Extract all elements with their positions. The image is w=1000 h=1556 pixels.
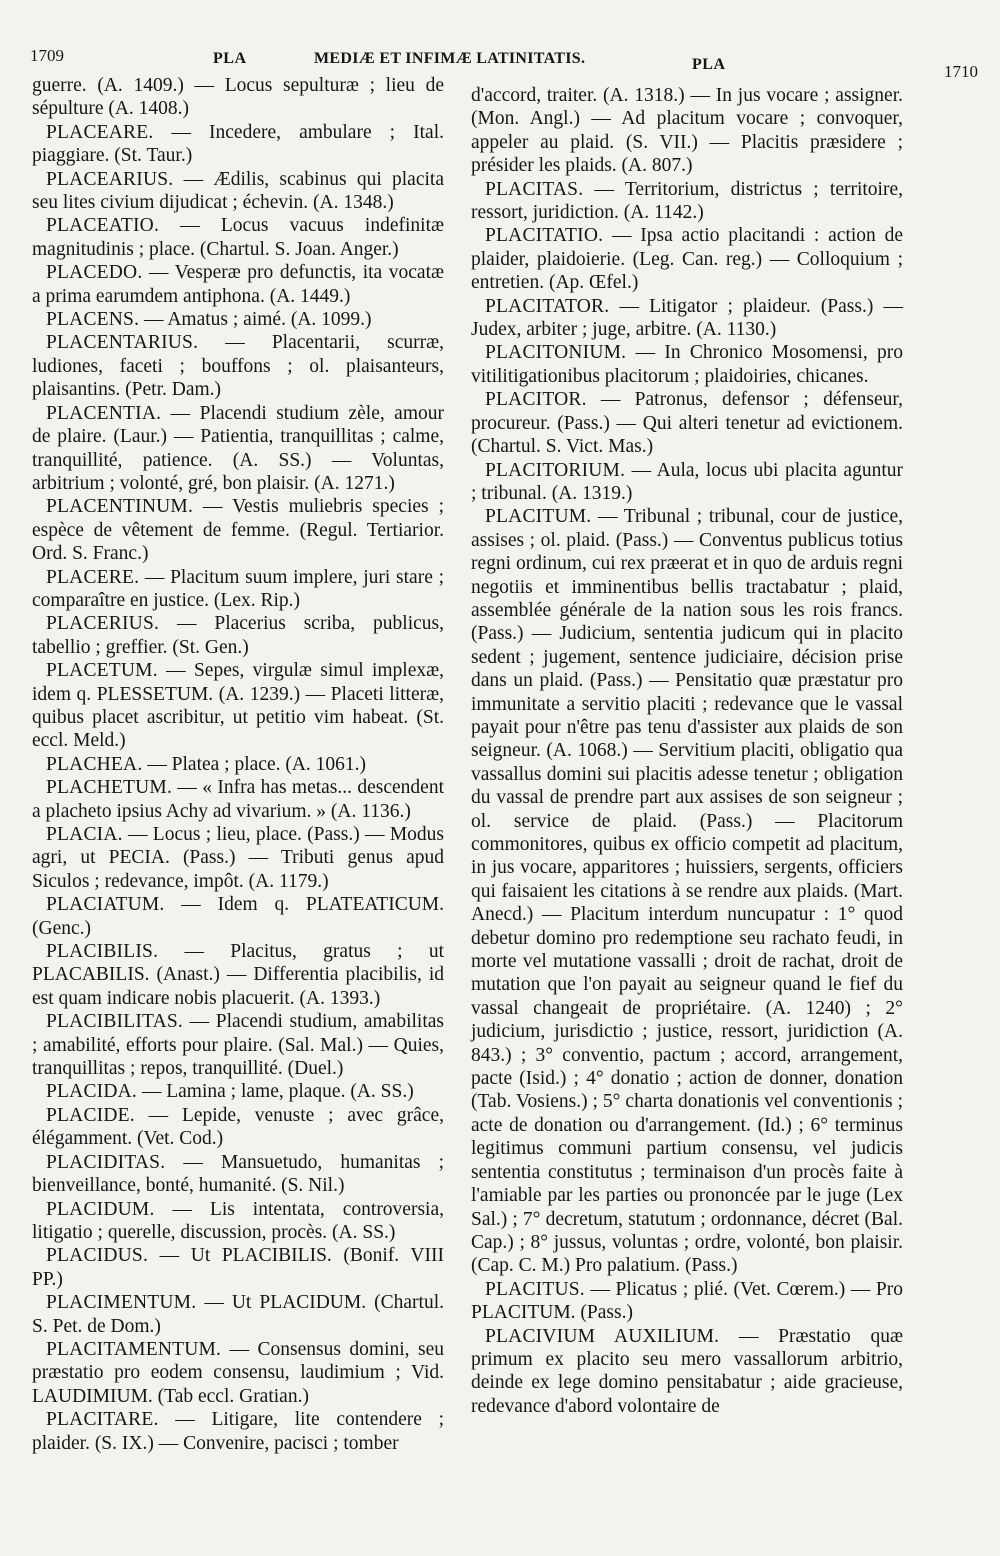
dictionary-entry bbox=[471, 224, 903, 294]
entry-definition: — Placendi studium, amabilitas ; amabilité, efforts pour plaire. (Sal. Mal.) — Quies, tranquillitas ; repos, tranquillité. (Duel.) bbox=[32, 1011, 444, 1080]
entry-definition: — Aula, locus ubi placita aguntur ; tribunal. (A. 1319.) bbox=[471, 459, 903, 504]
entry-definition: guerre. (A. 1409.) — Locus sepulturæ ; lieu de sépulture (A. 1408.) bbox=[32, 75, 444, 120]
entry-definition: — Ut PLACIDUM. (Chartul. S. Pet. de Dom.) bbox=[32, 1292, 444, 1337]
dictionary-entry bbox=[471, 178, 903, 225]
entry-definition: — Vesperæ pro defunctis, ita vocatæ a prima earumdem antiphona. (A. 1449.) bbox=[32, 262, 444, 307]
entry-definition: — Plicatus ; plié. (Vet. Cœrem.) — Pro PLACITUM. (Pass.) bbox=[471, 1278, 903, 1324]
entry-headword: PLACEDO. bbox=[46, 262, 143, 284]
dictionary-entry bbox=[32, 1291, 444, 1338]
entry-headword: PLACIDA. bbox=[46, 1081, 137, 1103]
dictionary-entry bbox=[32, 1338, 444, 1408]
entry-definition: — Incedere, ambulare ; Ital. piaggiare. (St. Taur.) bbox=[32, 121, 444, 167]
dictionary-entry bbox=[32, 402, 444, 496]
entry-definition: — Placerius scriba, publicus, tabellio ; greffier. (St. Gen.) bbox=[32, 613, 444, 658]
dictionary-entry bbox=[32, 1080, 444, 1103]
dictionary-entry bbox=[32, 893, 444, 940]
entry-definition: — Mansuetudo, humanitas ; bienveillance, bonté, humanité. (S. Nil.) bbox=[32, 1151, 444, 1197]
running-head-right: PLA bbox=[692, 56, 726, 73]
entry-headword: PLACIDITAS. bbox=[46, 1151, 166, 1173]
dictionary-entry bbox=[32, 1010, 444, 1080]
entry-headword: PLACITOR. bbox=[485, 389, 587, 411]
page-header bbox=[30, 40, 978, 81]
entry-headword: PLACHETUM. bbox=[46, 777, 173, 799]
entry-definition: — Lis intentata, controversia, litigatio ; querelle, discussion, procès. (A. SS.) bbox=[32, 1198, 444, 1243]
running-head-title: MEDIÆ ET INFIMÆ LATINITATIS. bbox=[314, 50, 586, 67]
dictionary-entry bbox=[471, 459, 903, 506]
entry-definition: — Ut PLACIBILIS. (Bonif. VIII PP.) bbox=[32, 1245, 444, 1290]
entry-headword: PLACENTINUM. bbox=[46, 496, 194, 518]
entry-definition: — Lepide, venuste ; avec grâce, élégamment. (Vet. Cod.) bbox=[32, 1104, 444, 1150]
dictionary-entry bbox=[32, 1408, 444, 1455]
dictionary-entry bbox=[32, 308, 444, 331]
entry-definition: — Locus ; lieu, place. (Pass.) — Modus agri, ut PECIA. (Pass.) — Tributi genus apud Siculos ; redevance, impôt. (A. 1179.) bbox=[32, 824, 444, 892]
dictionary-entry bbox=[32, 659, 444, 753]
running-head-left: PLA bbox=[213, 50, 247, 67]
dictionary-entry bbox=[32, 214, 444, 261]
dictionary-entry bbox=[32, 331, 444, 401]
entry-definition: — Litigator ; plaideur. (Pass.) — Judex, arbiter ; juge, arbitre. (A. 1130.) bbox=[471, 295, 903, 341]
entry-headword: PLACEARE. bbox=[46, 121, 154, 143]
entry-headword: PLACITATIO. bbox=[485, 225, 604, 247]
entry-definition: — Lamina ; lame, plaque. (A. SS.) bbox=[136, 1081, 414, 1103]
dictionary-entry bbox=[32, 1244, 444, 1291]
entry-headword: PLACEATIO. bbox=[46, 215, 160, 237]
entry-headword: PLACIDUS. bbox=[46, 1245, 149, 1267]
dictionary-entry bbox=[32, 121, 444, 168]
entry-headword: PLACITAMENTUM. bbox=[46, 1338, 222, 1360]
dictionary-entry bbox=[32, 776, 444, 823]
dictionary-entry bbox=[32, 753, 444, 776]
entry-headword: PLACITAS. bbox=[485, 178, 584, 200]
dictionary-entry bbox=[32, 1198, 444, 1245]
entry-headword: PLACIATUM. bbox=[46, 894, 165, 916]
entry-headword: PLACIDE. bbox=[46, 1104, 135, 1126]
dictionary-entry bbox=[32, 940, 444, 1010]
entry-headword: PLACENS. bbox=[46, 309, 140, 331]
entry-headword: PLACITUS. bbox=[485, 1278, 585, 1300]
entry-headword: PLACETUM. bbox=[46, 660, 158, 682]
dictionary-entry bbox=[32, 1104, 444, 1151]
entry-definition: — Ædilis, scabinus qui placita seu lites civium dijudicat ; échevin. (A. 1348.) bbox=[32, 168, 444, 214]
dictionary-entry bbox=[32, 74, 444, 121]
entry-definition: — Amatus ; aimé. (A. 1099.) bbox=[139, 309, 372, 331]
entry-definition: — Idem q. PLATEATICUM. (Genc.) bbox=[32, 894, 444, 939]
entry-definition: — Placentarii, scurræ, ludiones, faceti ; bouffons ; ol. plaisanteurs, plaisantins. (Petr. Dam.) bbox=[32, 332, 444, 401]
dictionary-entry bbox=[32, 566, 444, 613]
entry-headword: PLACIVIUM AUXILIUM. bbox=[485, 1325, 720, 1347]
entry-definition: — Placitum suum implere, juri stare ; comparaître en justice. (Lex. Rip.) bbox=[32, 566, 444, 611]
entry-headword: PLACEARIUS. bbox=[46, 168, 174, 190]
left-column bbox=[32, 74, 444, 1455]
entry-definition: — Locus vacuus indefinitæ magnitudinis ; place. (Chartul. S. Joan. Anger.) bbox=[32, 215, 444, 260]
entry-definition: — Litigare, lite contendere ; plaider. (S. IX.) — Convenire, pacisci ; tomber bbox=[32, 1409, 444, 1454]
entry-definition: — Vestis muliebris species ; espèce de vêtement de femme. (Regul. Tertiarior. Ord. S. Franc.) bbox=[32, 496, 444, 565]
dictionary-entry bbox=[471, 1325, 903, 1419]
entry-headword: PLACERE. bbox=[46, 566, 140, 588]
entry-headword: PLACHEA. bbox=[46, 753, 143, 775]
entry-definition: — « Infra has metas... descendent a placheto ipsius Achy ad vivarium. » (A. 1136.) bbox=[32, 777, 444, 822]
page-number-right: 1710 bbox=[944, 62, 978, 81]
dictionary-entry bbox=[32, 1151, 444, 1198]
dictionary-entry bbox=[32, 168, 444, 215]
entry-headword: PLACITORIUM. bbox=[485, 459, 626, 481]
entry-headword: PLACIBILITAS. bbox=[46, 1011, 183, 1033]
dictionary-entry bbox=[32, 612, 444, 659]
dictionary-entry bbox=[471, 84, 903, 178]
entry-headword: PLACERIUS. bbox=[46, 613, 160, 635]
entry-definition: d'accord, traiter. (A. 1318.) — In jus vocare ; assigner. (Mon. Angl.) — Ad placitum vocare ; convoquer, appeler au plaid. (S. VII.) — Placitis præsidere ; présider les plaids. (A. 807.) bbox=[471, 85, 903, 177]
dictionary-entry bbox=[32, 495, 444, 565]
entry-definition: — In Chronico Mosomensi, pro vitilitigationibus placitorum ; plaidoiries, chicanes. bbox=[471, 342, 903, 387]
entry-definition: — Territorium, districtus ; territoire, ressort, juridiction. (A. 1142.) bbox=[471, 178, 903, 224]
entry-definition: — Platea ; place. (A. 1061.) bbox=[142, 753, 367, 775]
dictionary-entry bbox=[471, 505, 903, 1277]
dictionary-entry bbox=[471, 388, 903, 458]
entry-headword: PLACITUM. bbox=[485, 506, 592, 528]
dictionary-entry bbox=[32, 261, 444, 308]
dictionary-entry bbox=[32, 823, 444, 893]
dictionary-entry bbox=[471, 295, 903, 342]
entry-headword: PLACIDUM. bbox=[46, 1198, 155, 1220]
entry-headword: PLACITATOR. bbox=[485, 295, 610, 317]
entry-definition: — Patronus, defensor ; défenseur, procureur. (Pass.) — Qui alteri tenetur ad evictionem. (Chartul. S. Vict. Mas.) bbox=[471, 389, 903, 458]
entry-definition: — Sepes, virgulæ simul implexæ, idem q. PLESSETUM. (A. 1239.) — Placeti litteræ, quibus placet ascribitur, ut petitio vim habeat. (St. eccl. Meld.) bbox=[32, 660, 444, 752]
right-column bbox=[471, 84, 903, 1418]
entry-headword: PLACITONIUM. bbox=[485, 342, 627, 364]
entry-definition: — Præstatio quæ primum ex placito seu mero vassallorum arbitrio, deinde ex lege domino pensitabatur ; aide gracieuse, redevance d'abord volontaire de bbox=[471, 1325, 903, 1417]
entry-definition: — Ipsa actio placitandi : action de plaider, plaidoierie. (Leg. Can. reg.) — Colloquium ; entretien. (Ap. Œfel.) bbox=[471, 225, 903, 294]
entry-headword: PLACIA. bbox=[46, 824, 123, 845]
entry-headword: PLACIBILIS. bbox=[46, 941, 159, 963]
dictionary-entry bbox=[471, 341, 903, 388]
entry-headword: PLACIMENTUM. bbox=[46, 1292, 197, 1314]
entry-definition: — Placendi studium zèle, amour de plaire. (Laur.) — Patientia, tranquillitas ; calme, tranquillité, patience. (A. SS.) — Voluntas, arbitrium ; volonté, gré, bon plaisir. (A. 1271.) bbox=[32, 402, 444, 494]
entry-definition: — Consensus domini, seu præstatio pro eodem consensu, laudimium ; Vid. LAUDIMIUM. (Tab eccl. Gratian.) bbox=[32, 1338, 444, 1407]
entry-headword: PLACITARE. bbox=[46, 1409, 159, 1431]
entry-headword: PLACENTIA. bbox=[46, 402, 162, 424]
page-number-left: 1709 bbox=[30, 46, 64, 65]
dictionary-entry bbox=[471, 1278, 903, 1325]
entry-headword: PLACENTARIUS. bbox=[46, 332, 199, 354]
entry-definition: — Placitus, gratus ; ut PLACABILIS. (Anast.) — Differentia placibilis, id est quam indicare nobis placuerit. (A. 1393.) bbox=[32, 941, 444, 1009]
entry-definition: — Tribunal ; tribunal, cour de justice, assises ; ol. plaid. (Pass.) — Conventus publicus totius regni ordinum, cui rex præerat et in quo de arduis regni negotiis et imminentibus bellis tractabatur ; plaid, assemblée générale de la nation sous les rois francs. (Pass.) — Judicium, sententia judicum qui in placito sedent ; jugement, sentence judiciaire, décision prise dans un plaid. (Pass.) — Pensitatio quæ præstatur pro immunitate a servitio placiti ; redevance que le vassal payait pour n'être pas tenu d'assister aux plaids de son seigneur. (A. 1068.) — Servitium placiti, obligatio qua vassallus domini sui placitis adesse tenetur ; obligation du vassal de prendre part aux assises de son seigneur ; ol. service de plaid. (Pass.) — Placitorum commonitores, quibus ex officio competit ad placitum, in jus vocare, apparitores ; huissiers, sergents, officiers qui faisaient les citations à se rendre aux plaids. (Mart. Anecd.) — Placitum interdum nuncupatur : 1° quod debetur domino pro redemptione seu rachato feudi, in morte vel mutatione vassalli ; droit de rachat, droit de mutation que l'on payait au seigneur quand le fief du vassal changeait de propriétaire. (A. 1240) ; 2° judicium, jurisdictio ; justice, ressort, juridiction (A. 843.) ; 3° conventio, pactum ; accord, arrangement, pacte (Isid.) ; 4° donatio ; action de donner, donation (Tab. Vosiens.) ; 5° charta donationis vel conventionis ; acte de donation ou d'arrangement. (Id.) ; 6° terminus legitimus communi partium consensu, vel judicis sententia constitutus ; terminaison d'un procès faite à l'amiable par les parties ou prononcée par le juge (Lex Sal.) ; 7° decretum, statutum ; ordonnance, décret (Bal. Cap.) ; 8° jussus, voluntas ; ordre, volonté, bon plaisir. (Cap. C. M.) Pro palatium. (Pass.) bbox=[471, 506, 903, 1277]
